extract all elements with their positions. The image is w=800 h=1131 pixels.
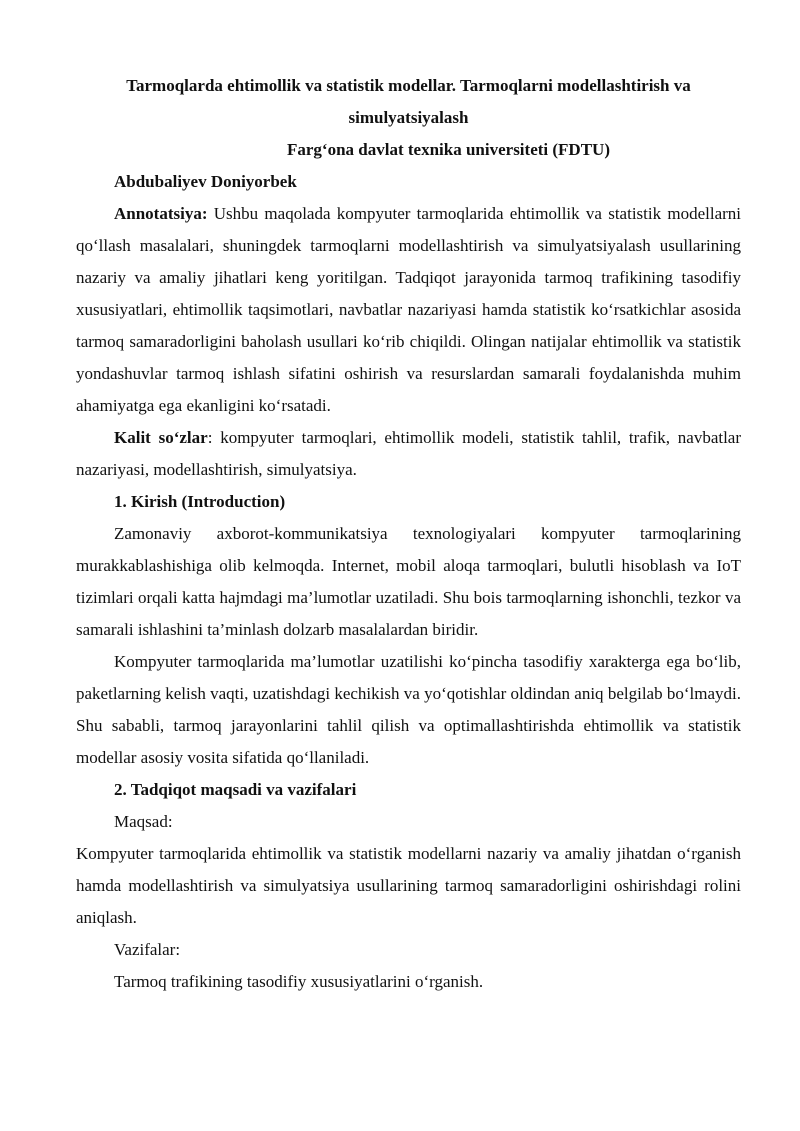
section-2-heading: 2. Tadqiqot maqsadi va vazifalari <box>114 780 357 799</box>
keywords-paragraph <box>76 422 741 486</box>
goal-text: Kompyuter tarmoqlarida ehtimollik va statistik modellarni nazariy va amaliy jihatdan o‘rganish hamda modellashtirish va simulyatsiya usullarining tarmoq samaradorligini oshirishdagi rolini aniqlash. <box>76 844 741 927</box>
university-affiliation: Farg‘ona davlat texnika universiteti (FDTU) <box>287 140 610 159</box>
goal-label: Maqsad: <box>114 812 173 831</box>
document-page <box>76 70 741 998</box>
paper-title-line-2: simulyatsiyalash <box>348 108 469 127</box>
abstract-label: Annotatsiya: <box>114 204 208 223</box>
tasks-label: Vazifalar: <box>114 940 181 959</box>
paper-title <box>76 70 741 134</box>
paper-title-line-1: Tarmoqlarda ehtimollik va statistik modellar. Tarmoqlarni modellashtirish va <box>126 76 691 95</box>
section-1-paragraph-1: Zamonaviy axborot-kommunikatsiya texnologiyalari kompyuter tarmoqlarining murakkablashishiga olib kelmoqda. Internet, mobil aloqa tarmoqlari, bulutli hisoblash va IoT tizimlari orqali katta hajmdagi ma’lumotlar uzatiladi. Shu bois tarmoqlarning ishonchli, tezkor va samarali ishlashini ta’minlash dolzarb masalalardan biridir. <box>76 524 741 639</box>
task-item-1: Tarmoq trafikining tasodifiy xususiyatlarini o‘rganish. <box>114 972 484 991</box>
abstract-paragraph <box>76 198 741 422</box>
section-1-heading: 1. Kirish (Introduction) <box>114 492 286 511</box>
section-1-paragraph-2: Kompyuter tarmoqlarida ma’lumotlar uzatilishi ko‘pincha tasodifiy xarakterga ega bo‘lib, paketlarning kelish vaqti, uzatishdagi kechikish va yo‘qotishlar oldindan aniq belgilab bo‘lmaydi. Shu sababli, tarmoq jarayonlarini tahlil qilish va optimallashtirishda ehtimollik va statistik modellar asosiy vosita sifatida qo‘llaniladi. <box>76 652 741 767</box>
author-name: Abdubaliyev Doniyorbek <box>114 172 297 191</box>
abstract-text: Ushbu maqolada kompyuter tarmoqlarida ehtimollik va statistik modellarni qo‘llash masalalari, shuningdek tarmoqlarni modellashtirish va simulyatsiyalash usullarining nazariy va amaliy jihatlari keng yoritilgan. Tadqiqot jarayonida tarmoq trafikining tasodifiy xususiyatlari, ehtimollik taqsimotlari, navbatlar nazariyasi hamda statistik ko‘rsatkichlar asosida tarmoq samaradorligini baholash usullari ko‘rib chiqildi. Olingan natijalar ehtimollik va statistik yondashuvlar tarmoq ishlash sifatini oshirish va resurslardan samarali foydalanishda muhim ahamiyatga ega ekanligini ko‘rsatadi. <box>76 204 742 415</box>
keywords-text: : kompyuter tarmoqlari, ehtimollik modeli, statistik tahlil, trafik, navbatlar nazariyasi, modellashtirish, simulyatsiya. <box>76 428 742 479</box>
keywords-label: Kalit so‘zlar <box>114 428 208 447</box>
